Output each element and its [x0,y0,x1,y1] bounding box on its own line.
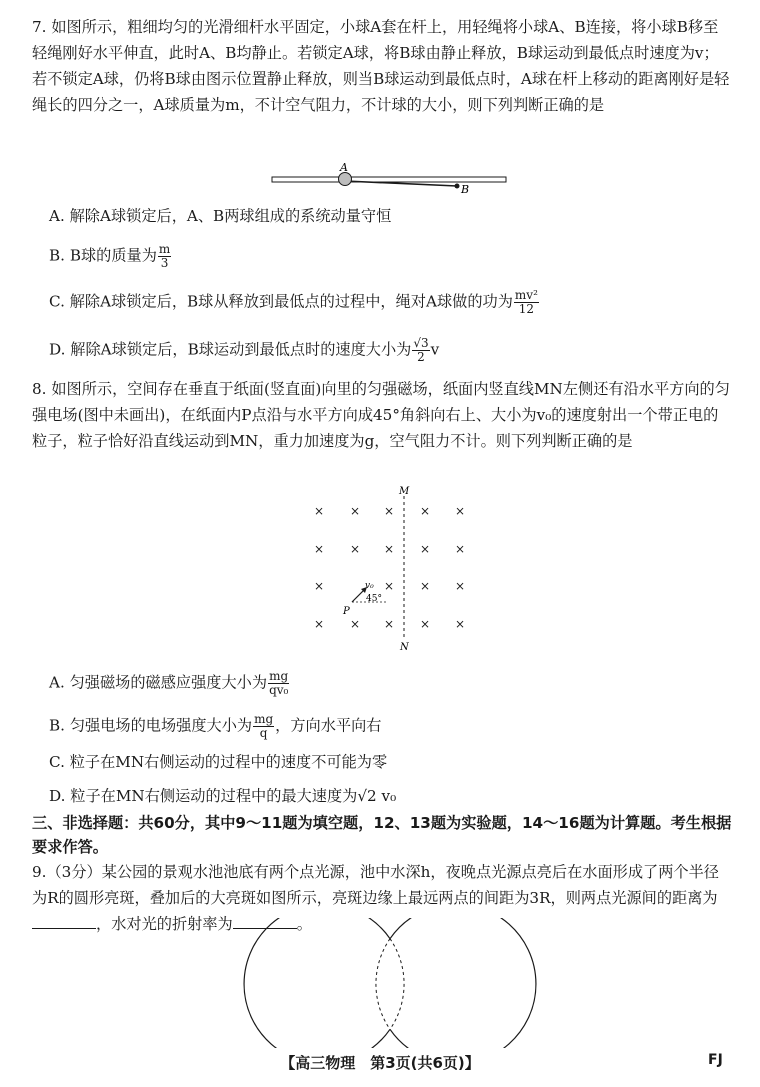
cross: × [420,504,431,518]
fraction: $\frac{mg}{q}$ [254,712,274,740]
q8-figure [0,484,760,654]
ball-b [455,184,460,189]
fraction: $\frac{√3}{2}$ [413,336,429,364]
cross: × [420,542,431,556]
q8-stem: 8. 如图所示，空间存在垂直于纸面(竖直面)向里的匀强磁场，纸面内竖直线MN左侧还有沿水平方向的匀强电场(图中未画出)，在纸面内P点沿与水平方向成45°角斜向右上、大小为v₀的速度射出一个带正电的粒子，粒子恰好沿直线运动到MN，重力加速度为g，空气阻力不计。则下列判断正确的是 [32,380,730,450]
cross: × [314,504,325,518]
q8-option-b: B. 匀强电场的电场强度大小为 $\frac{mg}{q}$ ，方向水平向右 [49,712,382,740]
q9-figure [0,918,760,1048]
label-n: N [400,642,409,653]
cross: × [384,579,395,593]
circle-left-dashed [390,939,404,1030]
q7-option-c: C. 解除A球锁定后，B球从释放到最低点的过程中，绳对A球做的功为 $\frac{\text{mv²}}{12}$ [49,288,538,316]
page-footer: 【高三物理 第3页(共6页)】 [280,1054,480,1072]
cross: × [350,504,361,518]
ball-a [339,173,352,186]
circle-right-dashed [376,939,390,1030]
q7-option-d: D. 解除A球锁定后，B球运动到最低点时的速度大小为 $\frac{√3}{2}$ v [49,336,440,364]
cross: × [455,542,466,556]
q7-option-a: A. 解除A球锁定后，A、B两球组成的系统动量守恒 [49,207,392,225]
region-code: FJ [708,1052,723,1068]
q8-option-c: C. 粒子在MN右侧运动的过程中的速度不可能为零 [49,753,388,771]
cross: × [420,579,431,593]
cross: × [384,542,395,556]
label-m: M [399,486,410,497]
q7-option-b: B. B球的质量为 $\frac{m}{3}$ [49,242,171,270]
label-a: A [340,161,348,174]
q7-figure [0,160,760,200]
q9-stem: 9.（3分）某公园的景观水池池底有两个点光源，池中水深h，夜晚点光源点亮后在水面形成了两个半径为R的圆形亮斑，叠加后的大亮斑如图所示，亮斑边缘上最远两点的间距为3R，则两点光源间的距离为，水对光的折射率为 。 [32,863,719,933]
rod [272,177,506,182]
magnetic-field-crosses [314,504,465,631]
cross: × [455,617,466,631]
circle-left-solid [244,918,390,1048]
q8-option-a: A. 匀强磁场的磁感应强度大小为 $\frac{mg}{\text{qv₀}}$ [49,669,289,697]
cross: × [314,617,325,631]
cross: × [314,579,325,593]
q8-option-d: D. 粒子在MN右侧运动的过程中的最大速度为√2 v₀ [49,787,397,805]
cross: × [350,617,361,631]
cross: × [384,504,395,518]
label-angle: 45° [366,594,382,604]
cross: × [455,579,466,593]
label-p: P [343,606,350,617]
fraction: $\frac{mg}{\text{qv₀}}$ [269,669,289,697]
q7-stem: 7. 如图所示，粗细均匀的光滑细杆水平固定，小球A套在杆上，用轻绳将小球A、B连接，将小球B移至轻绳刚好水平伸直，此时A、B均静止。若锁定A球，将B球由静止释放，B球运动到最低点时速度为v；若不锁定A球，仍将B球由图示位置静止释放，则当B球运动到最低点时，A球在杆上移动的距离刚好是轻绳长的四分之一，A球质量为m，不计空气阻力，不计球的大小，则下列判断正确的是 [32,18,730,114]
section-heading: 三、非选择题：共60分，其中9～11题为填空题，12、13题为实验题，14～16题为计算题。考生根据要求作答。 [32,814,732,856]
fraction: $\frac{m}{3}$ [158,242,171,270]
cross: × [350,542,361,556]
cross: × [420,617,431,631]
label-v0: v₀ [365,581,374,591]
fraction: $\frac{\text{mv²}}{12}$ [514,288,538,316]
cross: × [455,504,466,518]
label-b: B [461,183,470,196]
circle-right-solid [390,918,536,1048]
cross: × [314,542,325,556]
cross: × [384,617,395,631]
